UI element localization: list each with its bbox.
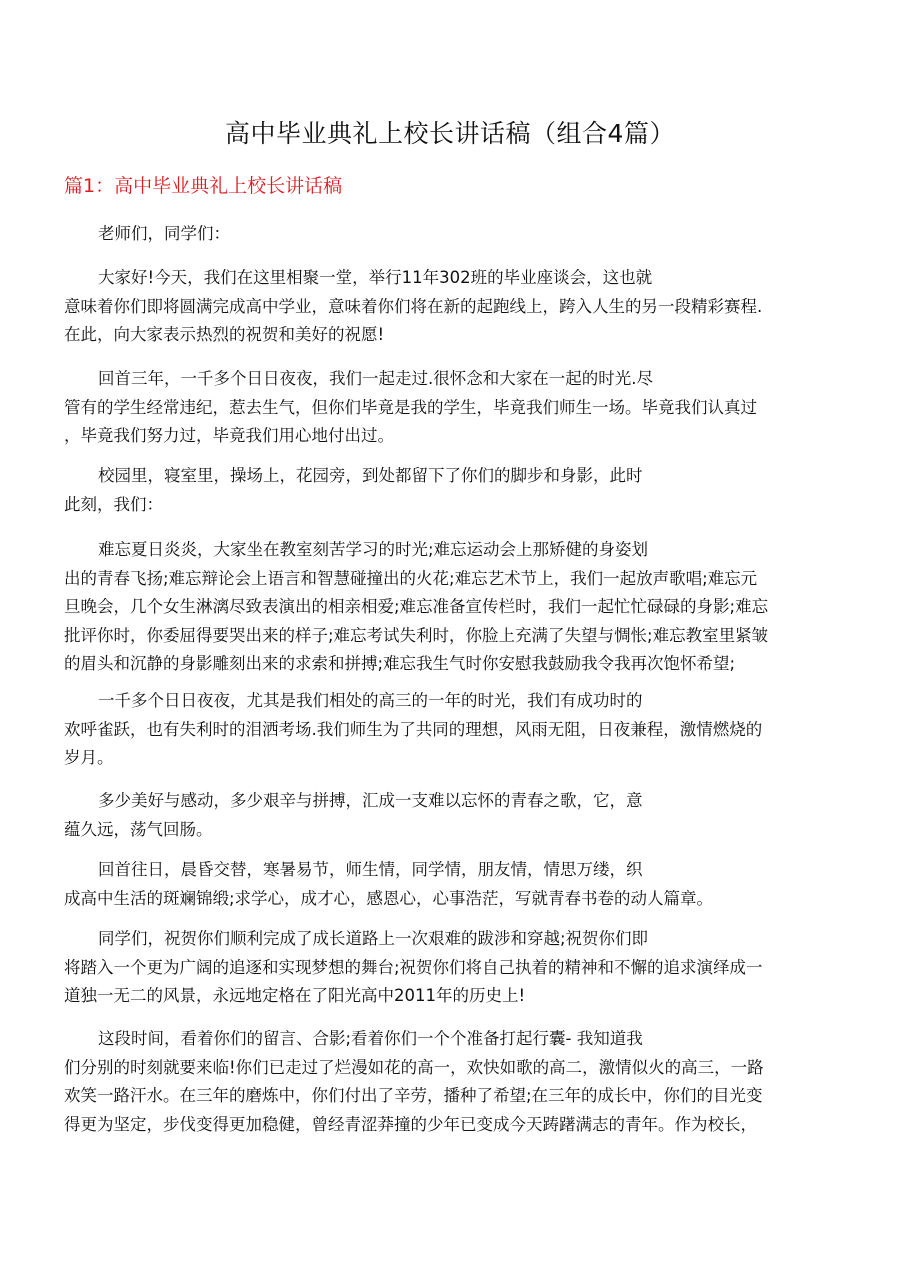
paragraph-line: 欢呼雀跃，也有失利时的泪洒考场.我们师生为了共同的理想，风雨无阻，日夜兼程，激情燃烧的 <box>64 719 763 739</box>
paragraph-line: 岁月。 <box>64 748 114 767</box>
section-heading: 篇1：高中毕业典礼上校长讲话稿 <box>64 175 343 197</box>
paragraph-line: 这段时间，看着你们的留言、合影;看着你们一个个准备打起行囊- 我知道我 <box>98 1029 643 1048</box>
paragraph-line: 多少美好与感动，多少艰辛与拼搏，汇成一支难以忘怀的青春之歌，它，意 <box>98 791 643 810</box>
paragraph-line: 管有的学生经常违纪，惹去生气，但你们毕竟是我的学生，毕竟我们师生一场。毕竟我们认真过 <box>64 397 757 417</box>
paragraph-youth-song <box>64 787 844 844</box>
paragraph-line: 批评你时，你委屈得要哭出来的样子;难忘考试失利时，你脸上充满了失望与惆怅;难忘教室里紧皱 <box>64 625 769 645</box>
paragraph-line: 校园里，寝室里，操场上，花园旁，到处都留下了你们的脚步和身影，此时 <box>98 466 643 485</box>
paragraph-looking-back <box>64 365 844 451</box>
paragraph-line: 意味着你们即将圆满完成高中学业，意味着你们将在新的起跑线上，跨入人生的另一段精彩赛程. <box>64 296 763 316</box>
paragraph-greeting <box>64 220 844 249</box>
paragraph-line: 此刻，我们： <box>64 494 163 514</box>
paragraph-line: 回首三年，一千多个日日夜夜，我们一起走过.很怀念和大家在一起的时光.尽 <box>98 369 653 388</box>
paragraph-line: ，毕竟我们努力过，毕竟我们用心地付出过。 <box>64 426 394 445</box>
paragraph-past-days <box>64 856 844 913</box>
document-title: 高中毕业典礼上校长讲话稿（组合4篇） <box>225 119 675 148</box>
paragraph-line: 蕴久远，荡气回肠。 <box>64 819 213 839</box>
paragraph-campus <box>64 462 844 519</box>
paragraph-line: 们分别的时刻就要来临!你们已走过了烂漫如花的高一，欢快如歌的高二，激情似火的高三，一路 <box>64 1057 764 1077</box>
paragraph-line: 道独一无二的风景，永远地定格在了阳光高中2011年的历史上! <box>64 986 526 1005</box>
paragraph-line: 出的青春飞扬;难忘辩论会上语言和智慧碰撞出的火花;难忘艺术节上，我们一起放声歌唱;难忘元 <box>64 568 758 588</box>
paragraph-line: 的眉头和沉静的身影雕刻出来的求索和拼搏;难忘我生气时你安慰我鼓励我令我再次饱怀希望; <box>64 654 736 673</box>
paragraph-senior-year <box>64 687 844 773</box>
paragraph-line: 欢笑一路汗水。在三年的磨炼中，你们付出了辛劳，播种了希望;在三年的成长中，你们的目光变 <box>64 1086 763 1105</box>
paragraph-line: 难忘夏日炎炎，大家坐在教室刻苦学习的时光;难忘运动会上那矫健的身姿划 <box>98 540 649 559</box>
paragraph-line: 一千多个日日夜夜，尤其是我们相处的高三的一年的时光，我们有成功时的 <box>98 691 643 710</box>
paragraph-memories <box>64 536 844 679</box>
paragraph-line: 回首往日，晨昏交替，寒暑易节，师生情，同学情，朋友情，情思万缕，织 <box>98 860 643 879</box>
paragraph-opening <box>64 264 844 350</box>
paragraph-line: 在此，向大家表示热烈的祝贺和美好的祝愿! <box>64 325 385 344</box>
paragraph-line: 成高中生活的斑斓锦缎;求学心，成才心，感恩心，心事浩茫，写就青春书卷的动人篇章。 <box>64 888 714 908</box>
paragraph-line: 将踏入一个更为广阔的追逐和实现梦想的舞台;祝贺你们将自己执着的精神和不懈的追求演绎成一 <box>64 957 763 977</box>
paragraph-congratulations <box>64 925 844 1011</box>
paragraph-line: 大家好!今天，我们在这里相聚一堂，举行11年302班的毕业座谈会，这也就 <box>98 268 653 287</box>
paragraph-line: 老师们，同学们： <box>98 224 230 243</box>
paragraph-line: 得更为坚定，步伐变得更加稳健，曾经青涩莽撞的少年已变成今天踌躇满志的青年。作为校长， <box>64 1114 757 1134</box>
paragraph-line: 同学们，祝贺你们顺利完成了成长道路上一次艰难的跋涉和穿越;祝贺你们即 <box>98 929 649 948</box>
paragraph-line: 旦晚会，几个女生淋漓尽致表演出的相亲相爱;难忘准备宣传栏时，我们一起忙忙碌碌的身影;难忘 <box>64 597 769 616</box>
paragraph-farewell <box>64 1025 844 1139</box>
